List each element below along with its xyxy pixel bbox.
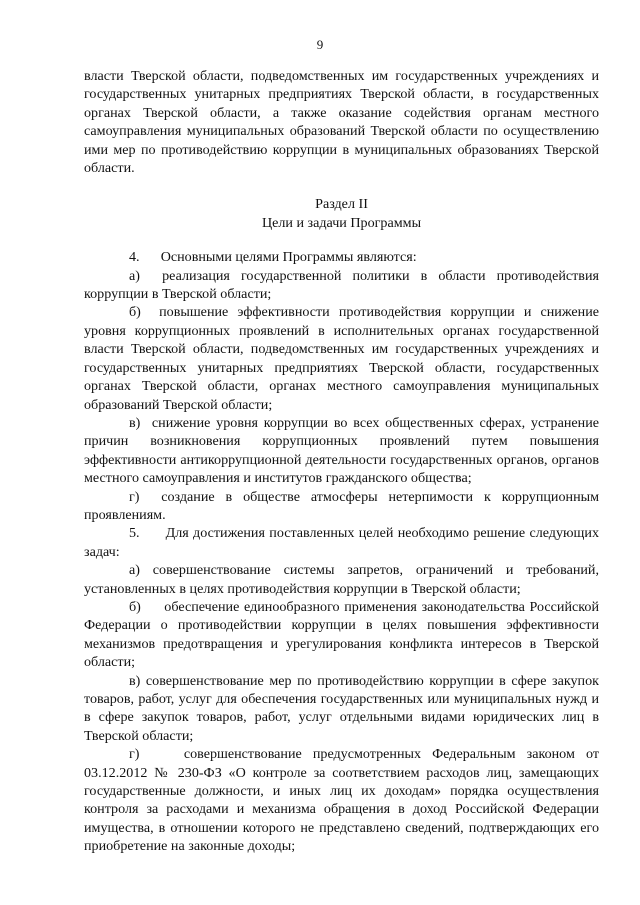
item-4-g: г) создание в обществе атмосферы нетерпимости к коррупционным проявлениям. xyxy=(84,488,599,523)
item-4-a: а) реализация государственной политики в области противодействия коррупции в Тверской области; xyxy=(84,267,599,303)
item-4-v: в) снижение уровня коррупции во всех общественных сферах, устранение причин возникновения коррупционных проявлений путем повышения эффективности антикоррупционной деятельности государственных органов, органов местного самоуправления и институтов гражданского общества; xyxy=(84,414,599,487)
intro-paragraph: власти Тверской области, подведомственных им государственных учреждениях и государственных унитарных предприятиях Тверской области, в государственных органах Тверской области, а также оказание содействия органам местного самоуправления муниципальных образований Тверской области по осуществлению ими мер по противодействию коррупции в муниципальных образованиях Тверской области. xyxy=(84,68,599,177)
item-5-v: в) совершенствование мер по противодействию коррупции в сфере закупок товаров, работ, услуг для обеспечения государственных или муниципальных нужд и в сфере закупок товаров, работ, услуг отдельными видами юридических лиц в Тверской области; xyxy=(84,672,599,744)
item-5-lead: 5. Для достижения поставленных целей необходимо решение следующих задач: xyxy=(84,525,599,560)
section-label: Раздел II xyxy=(315,196,368,213)
item-4-lead: 4. Основными целями Программы являются: xyxy=(129,249,417,266)
page-number: 9 xyxy=(316,37,324,52)
document-body xyxy=(84,67,599,856)
item-5-a: а) совершенствование системы запретов, ограничений и требований, установленных в целях противодействия коррупции в Тверской области; xyxy=(84,562,599,597)
item-5-b: б) обеспечение единообразного применения законодательства Российской Федерации о противодействии коррупции в целях повышения эффективности механизмов предотвращения и урегулирования конфликта интересов в Тверской области; xyxy=(84,598,599,671)
item-5-g: г) совершенствование предусмотренных Федеральным законом от 03.12.2012 № 230-ФЗ «О контроле за соответствием расходов лиц, замещающих государственные должности, и иных лиц их доходам» порядка осуществления контроля за расходами и механизма обращения в доход Российской Федерации имущества, в отношении которого не представлено сведений, подтверждающих его приобретение на законные доходы; xyxy=(84,746,599,855)
item-4-b: б) повышение эффективности противодействия коррупции и снижение уровня коррупционных проявлений в исполнительных органах государственной власти Тверской области, подведомственных им государственных учреждениях и государственных унитарных предприятиях Тверской области, государственных органах Тверской области, органах местного самоуправления муниципальных образований Тверской области; xyxy=(84,304,599,413)
section-title: Цели и задачи Программы xyxy=(261,214,422,231)
